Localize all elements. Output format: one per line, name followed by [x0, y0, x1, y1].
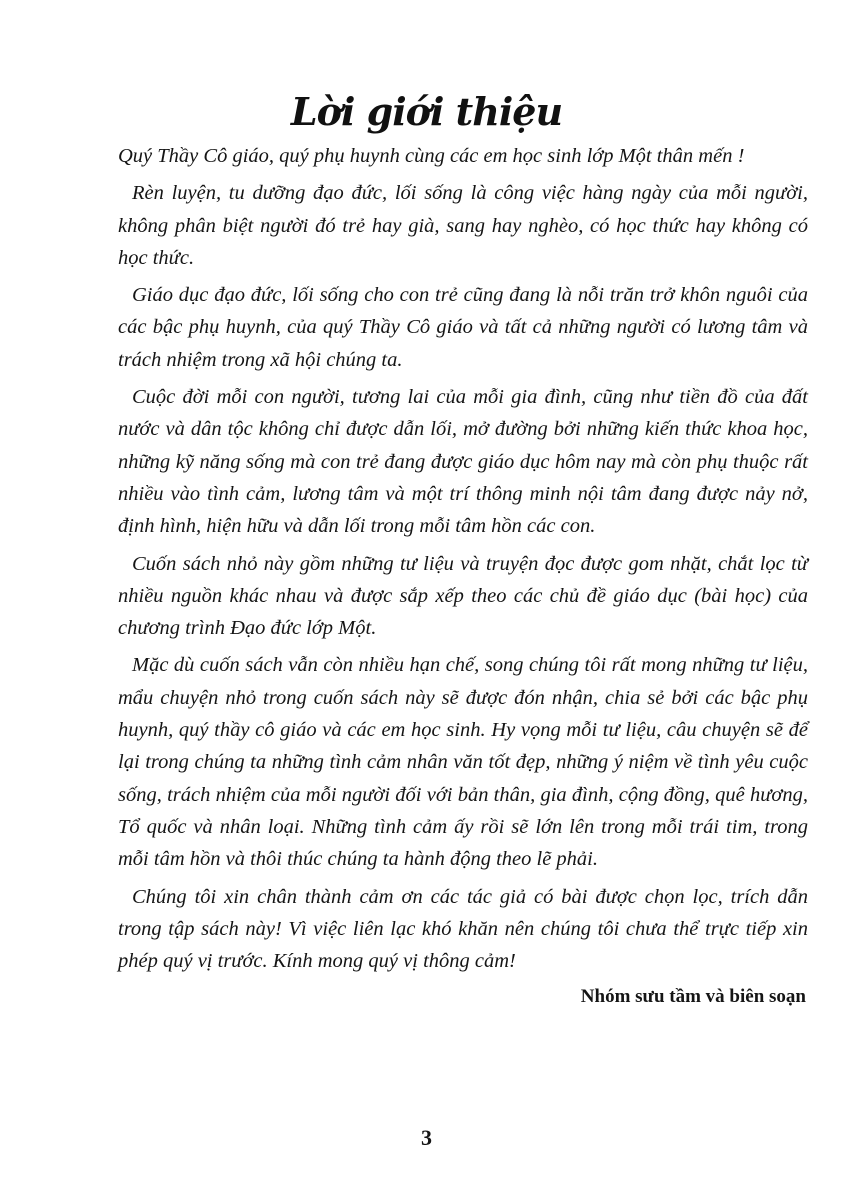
- paragraph-2: Giáo dục đạo đức, lối sống cho con trẻ cũng đang là nỗi trăn trở khôn nguôi của các bậc phụ huynh, của quý Thầy Cô giáo và tất cả những người có lương tâm và trách nhiệm trong xã hội chúng ta.: [118, 284, 808, 371]
- page-number: 3: [421, 1125, 432, 1150]
- paragraph-1: Rèn luyện, tu dưỡng đạo đức, lối sống là công việc hàng ngày của mỗi người, không phân biệt người đó trẻ hay già, sang hay nghèo, có học thức hay không có học thức.: [118, 182, 808, 269]
- paragraph-5: Mặc dù cuốn sách vẫn còn nhiều hạn chế, song chúng tôi rất mong những tư liệu, mẩu chuyện nhỏ trong cuốn sách này sẽ được đón nhận, chia sẻ bởi các bậc phụ huynh, quý thầy cô giáo và các em học sinh. Hy vọng mỗi tư liệu, câu chuyện sẽ để lại trong chúng ta những tình cảm nhân văn tốt đẹp, những ý niệm về tình yêu cuộc sống, trách nhiệm của mỗi người đối với bản thân, gia đình, cộng đồng, quê hương, Tổ quốc và nhân loại. Những tình cảm ấy rồi sẽ lớn lên trong mỗi trái tim, trong mỗi tâm hồn và thôi thúc chúng ta hành động theo lẽ phải.: [118, 654, 808, 871]
- author-signature: Nhóm sưu tầm và biên soạn: [580, 986, 806, 1007]
- paragraph-6: Chúng tôi xin chân thành cảm ơn các tác giả có bài được chọn lọc, trích dẫn trong tập sách này! Vì việc liên lạc khó khăn nên chúng tôi chưa thể trực tiếp xin phép quý vị trước. Kính mong quý vị thông cảm!: [118, 885, 808, 973]
- greeting-paragraph: Quý Thầy Cô giáo, quý phụ huynh cùng các em học sinh lớp Một thân mến !: [118, 145, 745, 167]
- paragraph-4: Cuốn sách nhỏ này gồm những tư liệu và truyện đọc được gom nhặt, chắt lọc từ nhiều nguồn khác nhau và được sắp xếp theo các chủ đề giáo dục (bài học) của chương trình Đạo đức lớp Một.: [118, 552, 808, 640]
- paragraph-3: Cuộc đời mỗi con người, tương lai của mỗi gia đình, cũng như tiền đồ của đất nước và dân tộc không chỉ được dẫn lối, mở đường bởi những kiến thức khoa học, những kỹ năng sống mà con trẻ đang được giáo dục hôm nay mà còn phụ thuộc rất nhiều vào tình cảm, lương tâm và một trí thông minh nội tâm đang được nảy nở, định hình, hiện hữu và dẫn lối trong mỗi tâm hồn các con.: [118, 386, 808, 538]
- page-title: Lời giới thiệu: [290, 89, 563, 135]
- introduction-body: [118, 140, 808, 977]
